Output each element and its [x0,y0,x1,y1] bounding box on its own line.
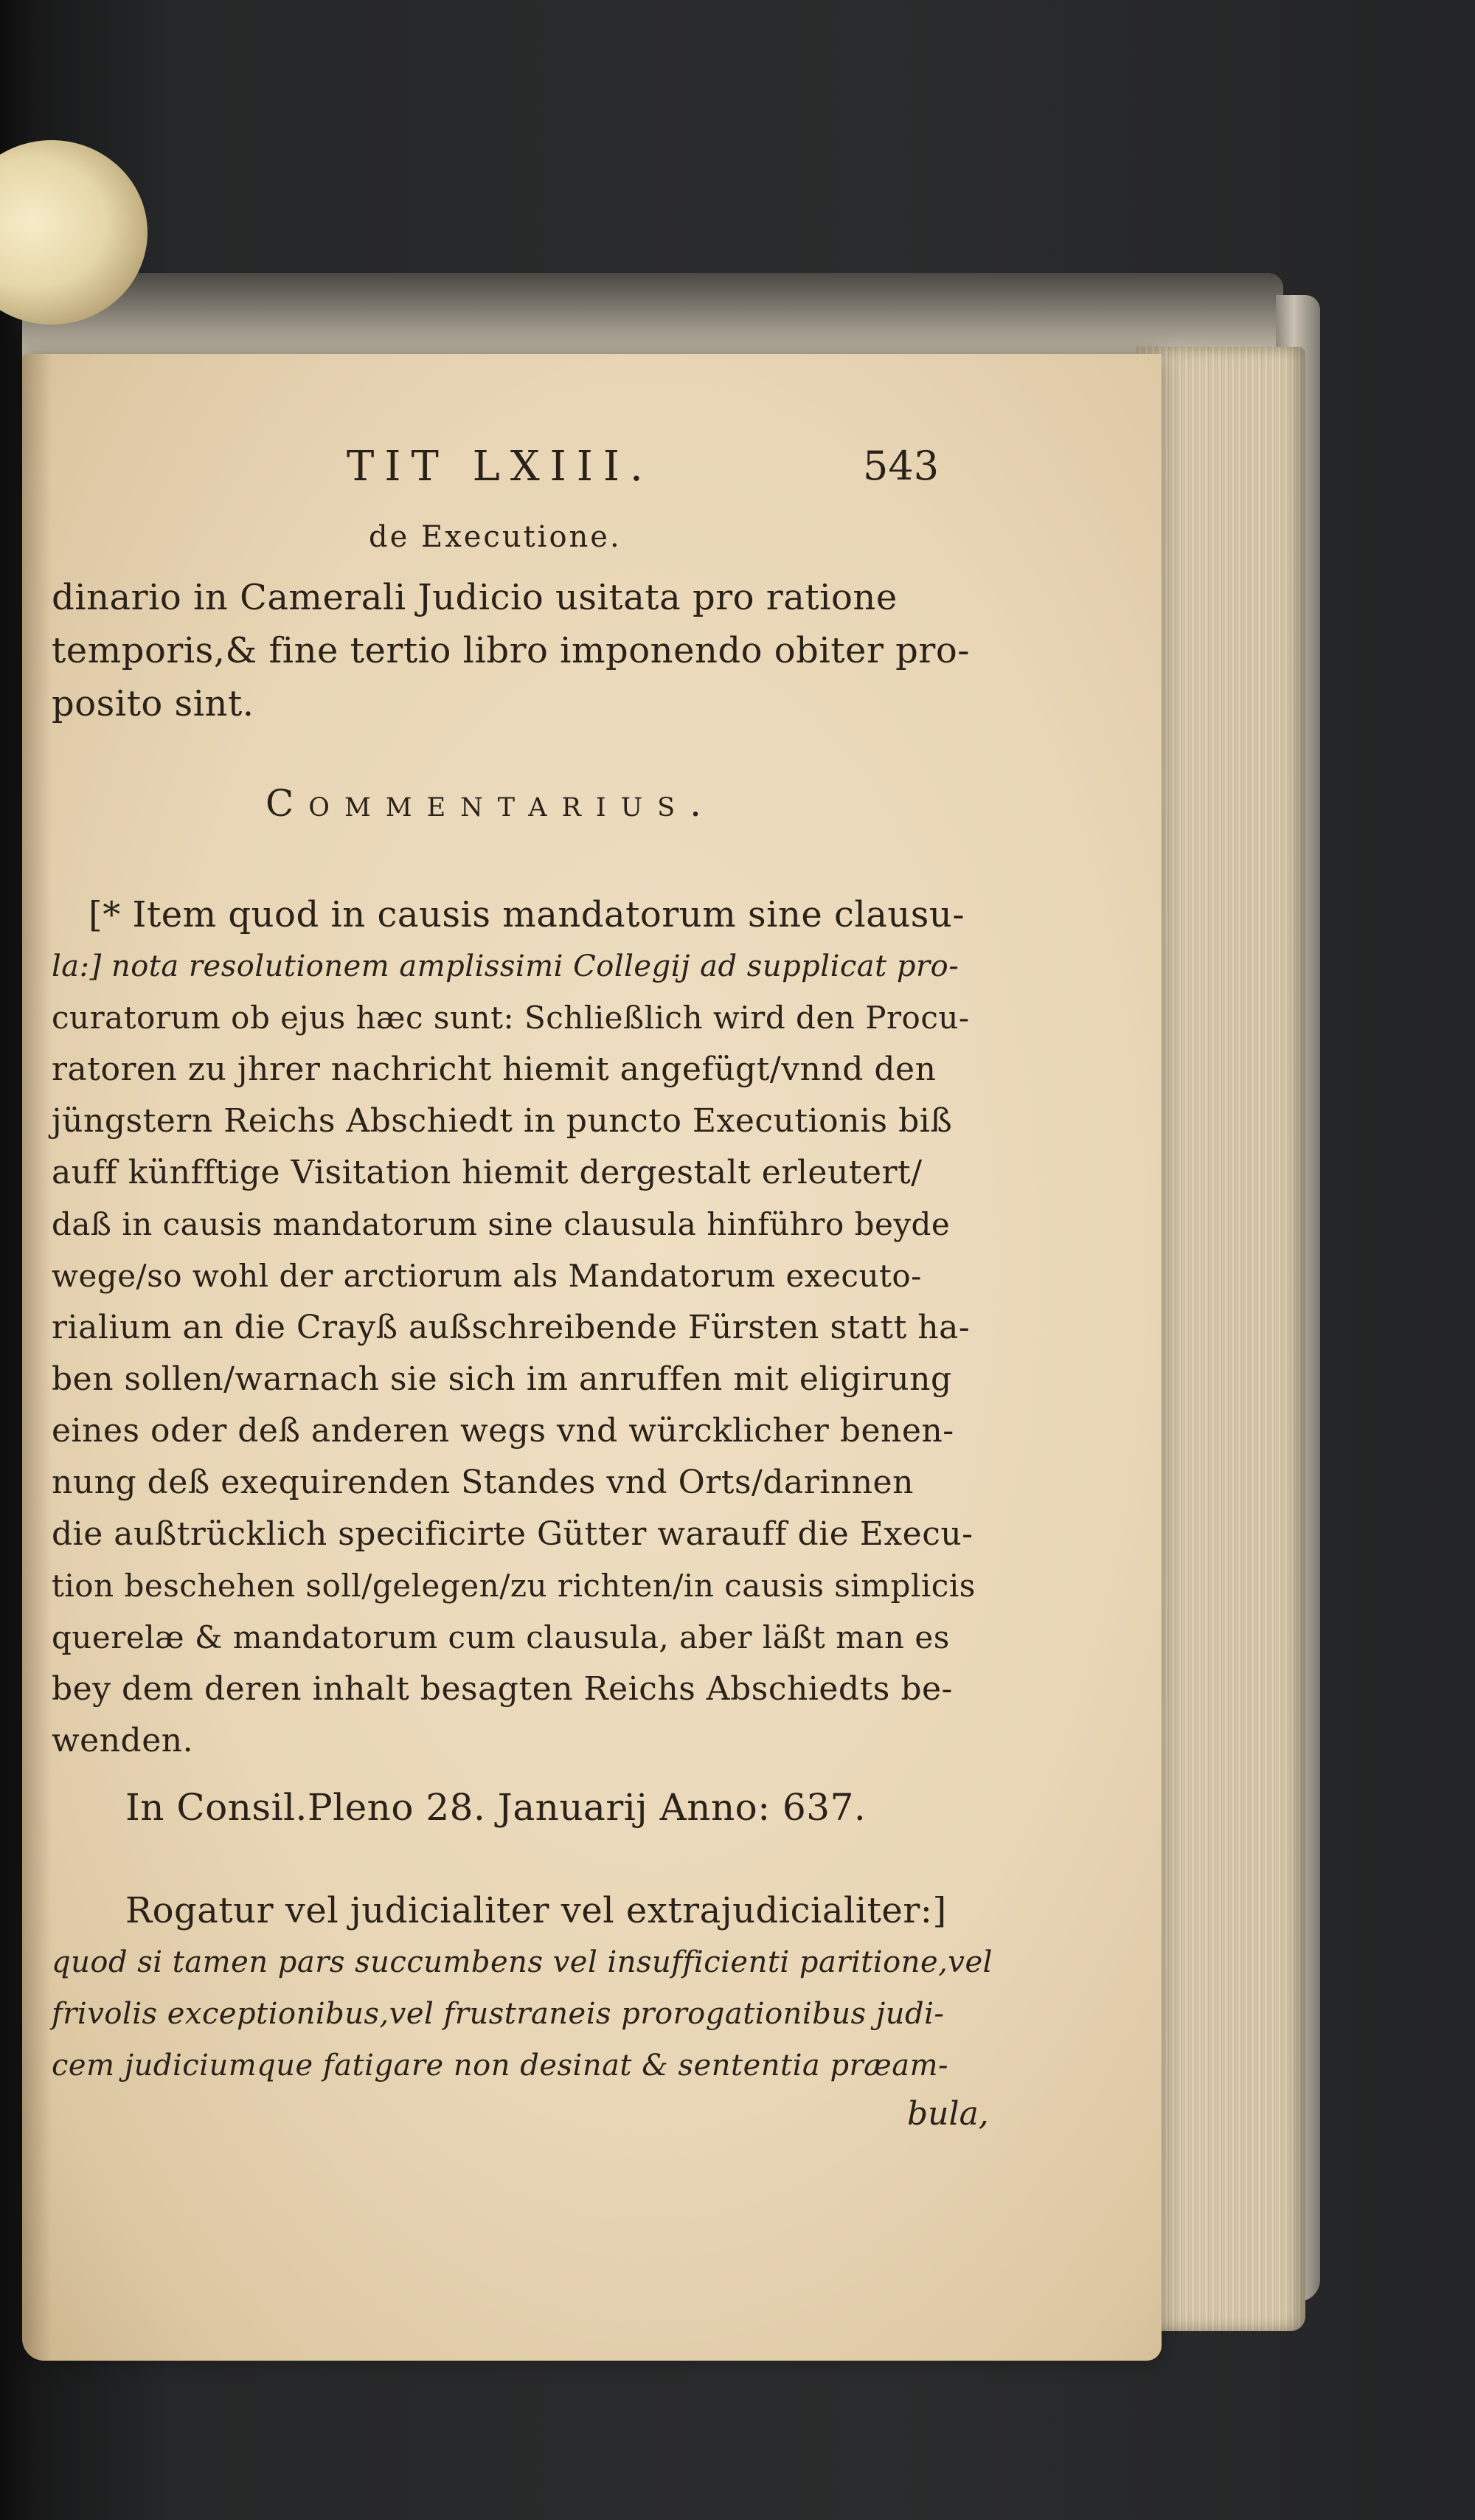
book-page [22,354,1162,2361]
commentary-line: nung deß exequirenden Standes vnd Orts/darinnen [52,1464,914,1501]
commentary-line: bey dem deren inhalt besagten Reichs Abschiedts be- [52,1670,953,1708]
commentary-line: ratoren zu jhrer nachricht hiemit angefügt/vnnd den [52,1050,937,1088]
final-line: quod si tamen pars succumbens vel insufficienti paritione,vel [52,1945,993,1979]
catchword: bula, [907,2095,989,2133]
page-number: 543 [863,443,940,489]
commentary-line: daß in causis mandatorum sine clausula hinführo beyde [52,1206,951,1242]
text-line: posito sint. [52,683,254,724]
commentary-line: die außtrücklich specificirte Gütter warauff die Execu- [52,1515,974,1553]
commentary-line: wenden. [52,1722,194,1759]
commentary-line: tion beschehen soll/gelegen/zu richten/in causis simplicis [52,1568,976,1604]
final-line: Rogatur vel judicialiter vel extrajudicialiter:] [125,1890,947,1931]
subhead: de Executione. [369,520,622,554]
commentary-line: la:] nota resolutionem amplissimi Collegij ad supplicat pro- [52,949,959,983]
commentary-line: curatorum ob ejus hæc sunt: Schließlich wird den Procu- [52,1000,970,1036]
final-line: cem judiciumque fatigare non desinat & sententia præam- [52,2049,949,2083]
date-line: In Consil.Pleno 28. Januarij Anno: 637. [125,1786,867,1829]
commentary-line: querelæ & mandatorum cum clausula, aber läßt man es [52,1619,950,1655]
text-line: dinario in Camerali Judicio usitata pro ratione [52,577,898,618]
page-gutter [22,354,52,2361]
commentary-line: wege/so wohl der arctiorum als Mandatorum executo- [52,1258,922,1294]
section-title: Commentarius. [266,782,717,825]
commentary-line: auff künfftige Visitation hiemit dergestalt erleutert/ [52,1154,923,1191]
text-line: temporis,& fine tertio libro imponendo obiter pro- [52,630,970,671]
running-head: TIT LXIII. [347,443,653,491]
commentary-line: jüngstern Reichs Abschiedt in puncto Executionis biß [52,1102,953,1140]
commentary-line: ben sollen/warnach sie sich im anruffen mit eligirung [52,1360,952,1398]
commentary-line: eines oder deß anderen wegs vnd würcklicher benen- [52,1412,954,1450]
commentary-line: rialium an die Crayß außschreibende Fürsten statt ha- [52,1309,971,1346]
final-line: frivolis exceptionibus,vel frustraneis prorogationibus judi- [52,1997,945,2031]
commentary-line: [* Item quod in causis mandatorum sine clausu- [88,894,965,935]
